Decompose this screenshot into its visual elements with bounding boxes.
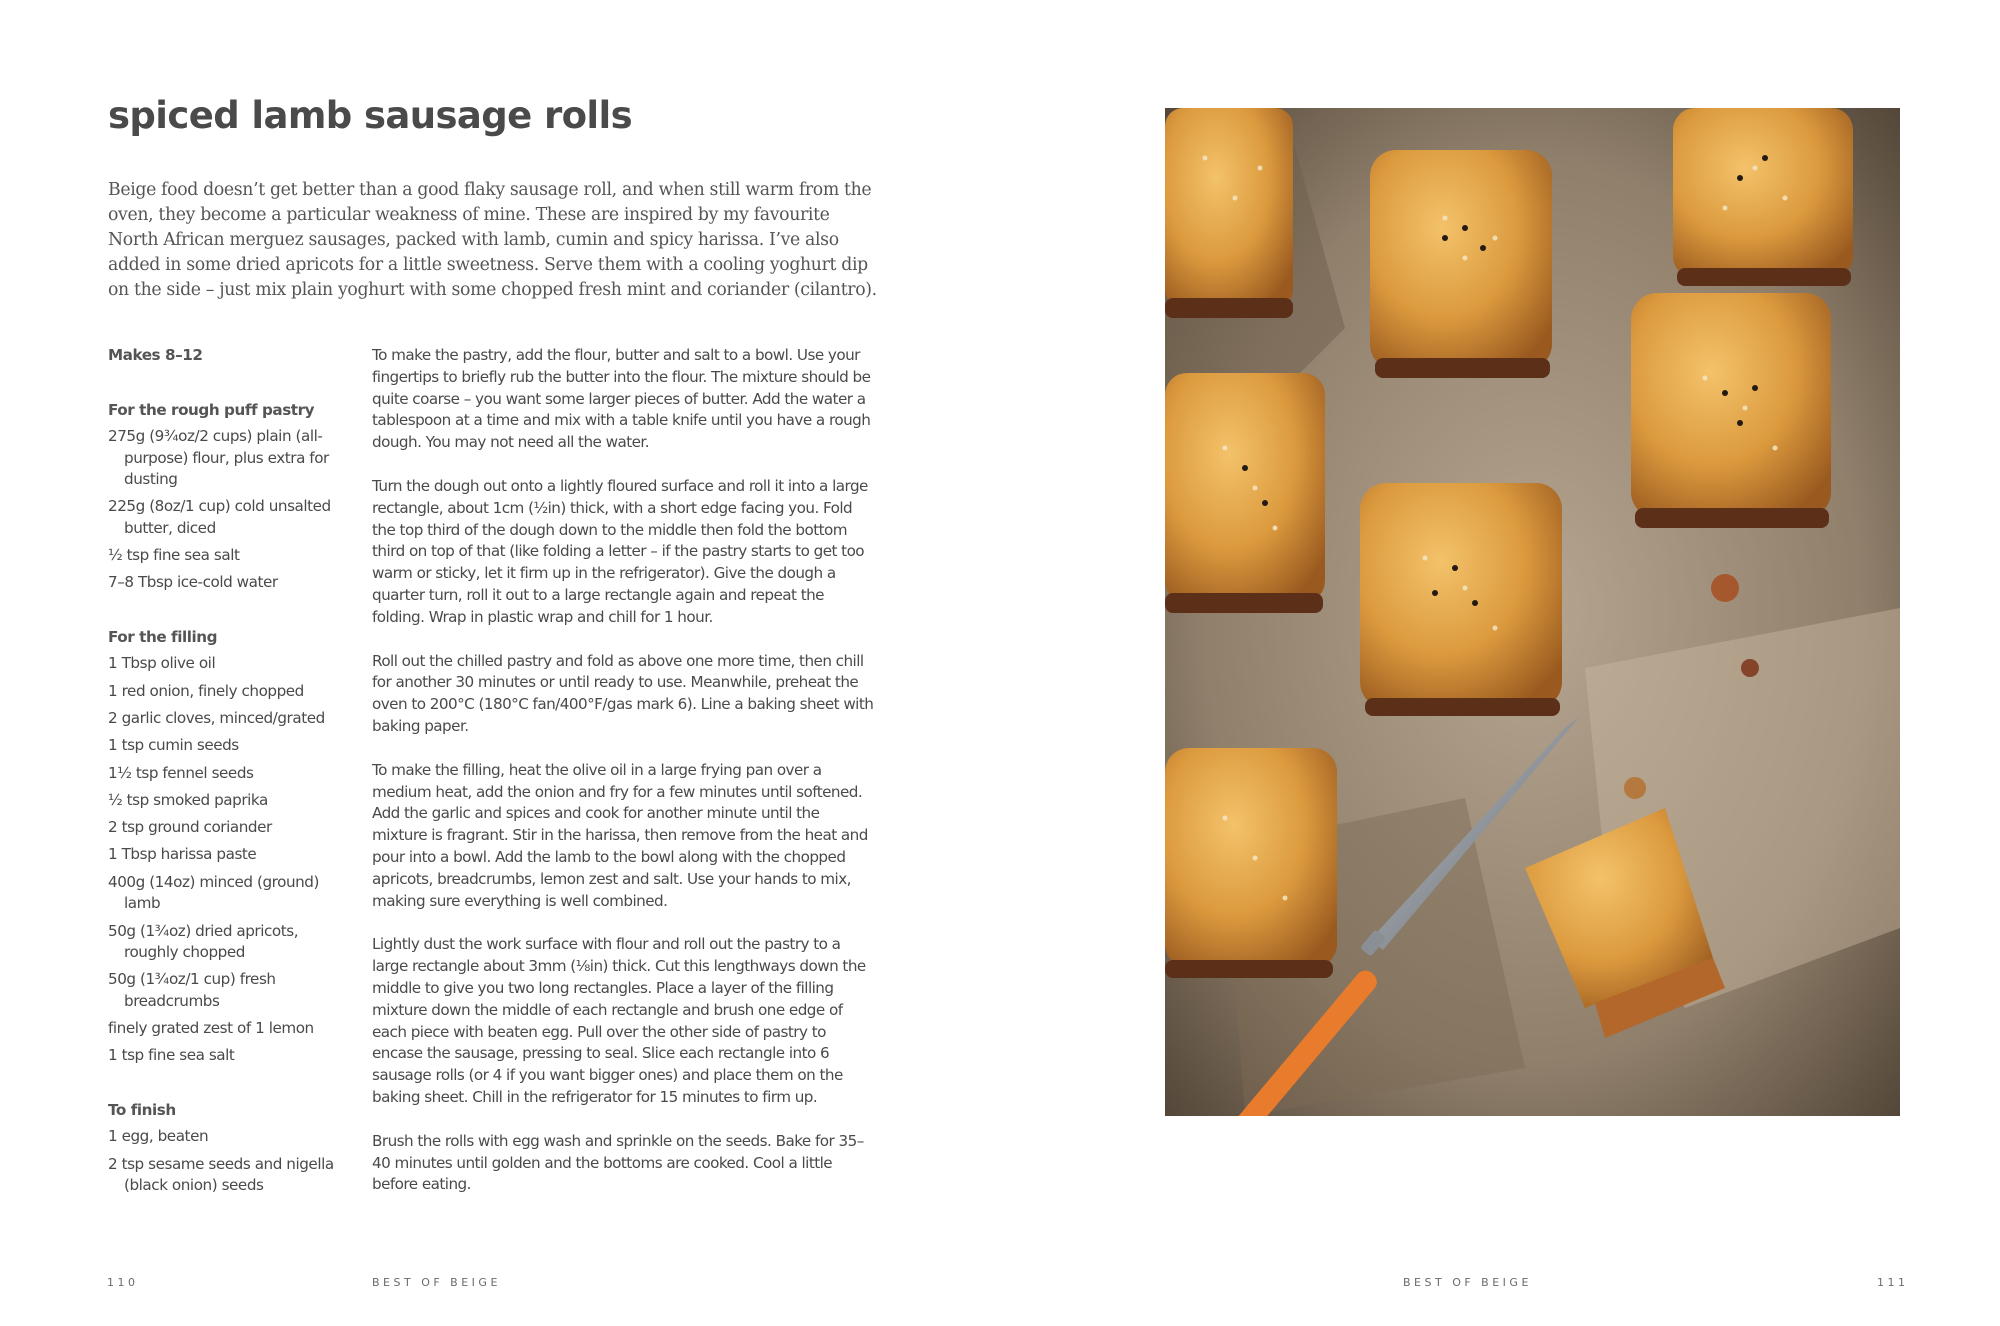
sausage-roll-1 xyxy=(1165,108,1293,318)
page-number-left: 110 xyxy=(107,1276,139,1289)
sausage-rolls-photo xyxy=(1165,108,1900,1116)
ingredient-item: 2 tsp ground coriander xyxy=(108,818,272,837)
ingredient-group-title: To finish xyxy=(108,1100,176,1119)
running-head-left: BEST OF BEIGE xyxy=(372,1276,501,1289)
sausage-roll-2 xyxy=(1370,150,1552,378)
ingredient-group xyxy=(108,627,353,1067)
sausage-roll-3 xyxy=(1673,108,1853,286)
sausage-roll-7 xyxy=(1165,748,1337,978)
method-step: Roll out the chilled pastry and fold as above one more time, then chill for another 30 minutes or until ready to use. Meanwhile, preheat the oven to 200°C (180°C fan/400°F/gas mark 6). Line a baking sheet with baking paper. xyxy=(372,651,874,735)
ingredient-item: 225g (8oz/1 cup) cold unsalted butter, diced xyxy=(108,497,331,537)
page-number-right: 111 xyxy=(1877,1276,1909,1289)
method-column xyxy=(372,345,877,1218)
method-step: To make the filling, heat the olive oil in a large frying pan over a medium heat, add the onion and fry for a few minutes until softened. Add the garlic and spices and cook for another minute until the mixture is fragrant. Stir in the harissa, then remove from the heat and pour into a bowl. Add the lamb to the bowl along with the chopped apricots, breadcrumbs, lemon zest and salt. Use your hands to mix, making sure everything is well combined. xyxy=(372,760,868,910)
ingredient-item: 1 tsp fine sea salt xyxy=(108,1046,235,1065)
ingredient-item: 2 tsp sesame seeds and nigella (black onion) seeds xyxy=(108,1154,334,1195)
sausage-roll-5 xyxy=(1631,293,1831,528)
ingredient-group-title: For the rough puff pastry xyxy=(108,400,315,419)
ingredient-item: ½ tsp smoked paprika xyxy=(108,790,268,809)
ingredient-item: 50g (1¾oz/1 cup) fresh breadcrumbs xyxy=(108,970,276,1010)
ingredient-item: 275g (9¾oz/2 cups) plain (all-purpose) flour, plus extra for dusting xyxy=(108,427,329,488)
running-head-right: BEST OF BEIGE xyxy=(1403,1276,1532,1289)
ingredient-group xyxy=(108,400,353,594)
ingredient-item: 2 garlic cloves, minced/grated xyxy=(108,708,325,727)
sausage-roll-4 xyxy=(1165,373,1325,613)
right-page xyxy=(1000,0,2000,1326)
ingredient-item: 1 egg, beaten xyxy=(108,1127,209,1146)
recipe-intro: Beige food doesn’t get better than a good flaky sausage roll, and when still warm from the oven, they become a particular weakness of mine. These are inspired by my favourite North African merguez sausages, packed with lamb, cumin and spicy harissa. I’ve also added in some dried apricots for a little sweetness. Serve them with a cooling yoghurt dip on the side – just mix plain yoghurt with some chopped fresh mint and coriander (cilantro). xyxy=(108,180,877,300)
ingredient-group xyxy=(108,1100,353,1197)
recipe-title: spiced lamb sausage rolls xyxy=(108,94,632,137)
ingredient-item: 400g (14oz) minced (ground) lamb xyxy=(108,872,319,913)
ingredient-groups xyxy=(108,400,353,1197)
ingredients-column xyxy=(108,345,353,1230)
ingredient-item: 1 tsp cumin seeds xyxy=(108,736,239,755)
sausage-roll-6 xyxy=(1360,483,1562,716)
ingredient-item: 1 Tbsp olive oil xyxy=(108,654,216,673)
method-step: Turn the dough out onto a lightly floured surface and roll it into a large rectangle, about 1cm (½in) thick, with a short edge facing you. Fold the top third of the dough down to the middle then fold the bottom third on top of that (like folding a letter – if the pastry starts to get too warm or sticky, let it firm up in the refrigerator). Give the dough a quarter turn, roll it out to a large rectangle again and repeat the folding. Wrap in plastic wrap and chill for 1 hour. xyxy=(372,476,868,626)
method-step: To make the pastry, add the flour, butter and salt to a bowl. Use your fingertips to briefly rub the butter into the flour. The mixture should be quite coarse – you want some larger pieces of butter. Add the water a tablespoon at a time and mix with a table knife until you have a rough dough. You may not need all the water. xyxy=(372,346,871,452)
yield-text: Makes 8–12 xyxy=(108,346,203,364)
ingredient-group-title: For the filling xyxy=(108,627,217,646)
ingredient-item: 50g (1¾oz) dried apricots, roughly chopped xyxy=(108,921,299,962)
ingredient-item: 1½ tsp fennel seeds xyxy=(108,763,254,782)
method-step: Brush the rolls with egg wash and sprinkle on the seeds. Bake for 35–40 minutes until golden and the bottoms are cooked. Cool a little before eating. xyxy=(372,1131,864,1194)
ingredient-item: 1 red onion, finely chopped xyxy=(108,681,304,700)
ingredient-item: ½ tsp fine sea salt xyxy=(108,546,240,565)
ingredient-item: 7–8 Tbsp ice-cold water xyxy=(108,573,278,592)
method-step: Lightly dust the work surface with flour and roll out the pastry to a large rectangle about 3mm (⅛in) thick. Cut this lengthways down the middle to give you two long rectangles. Place a layer of the filling mixture down the middle of each rectangle and brush one edge of each piece with beaten egg. Pull over the other side of pastry to encase the sausage, pressing to seal. Slice each rectangle into 6 sausage rolls (or 4 if you want bigger ones) and place them on the baking sheet. Chill in the refrigerator for 15 minutes to firm up. xyxy=(372,935,866,1106)
ingredient-item: 1 Tbsp harissa paste xyxy=(108,845,257,864)
ingredient-item: finely grated zest of 1 lemon xyxy=(108,1019,314,1038)
sausage-rolls-illustration xyxy=(1165,108,1900,1116)
